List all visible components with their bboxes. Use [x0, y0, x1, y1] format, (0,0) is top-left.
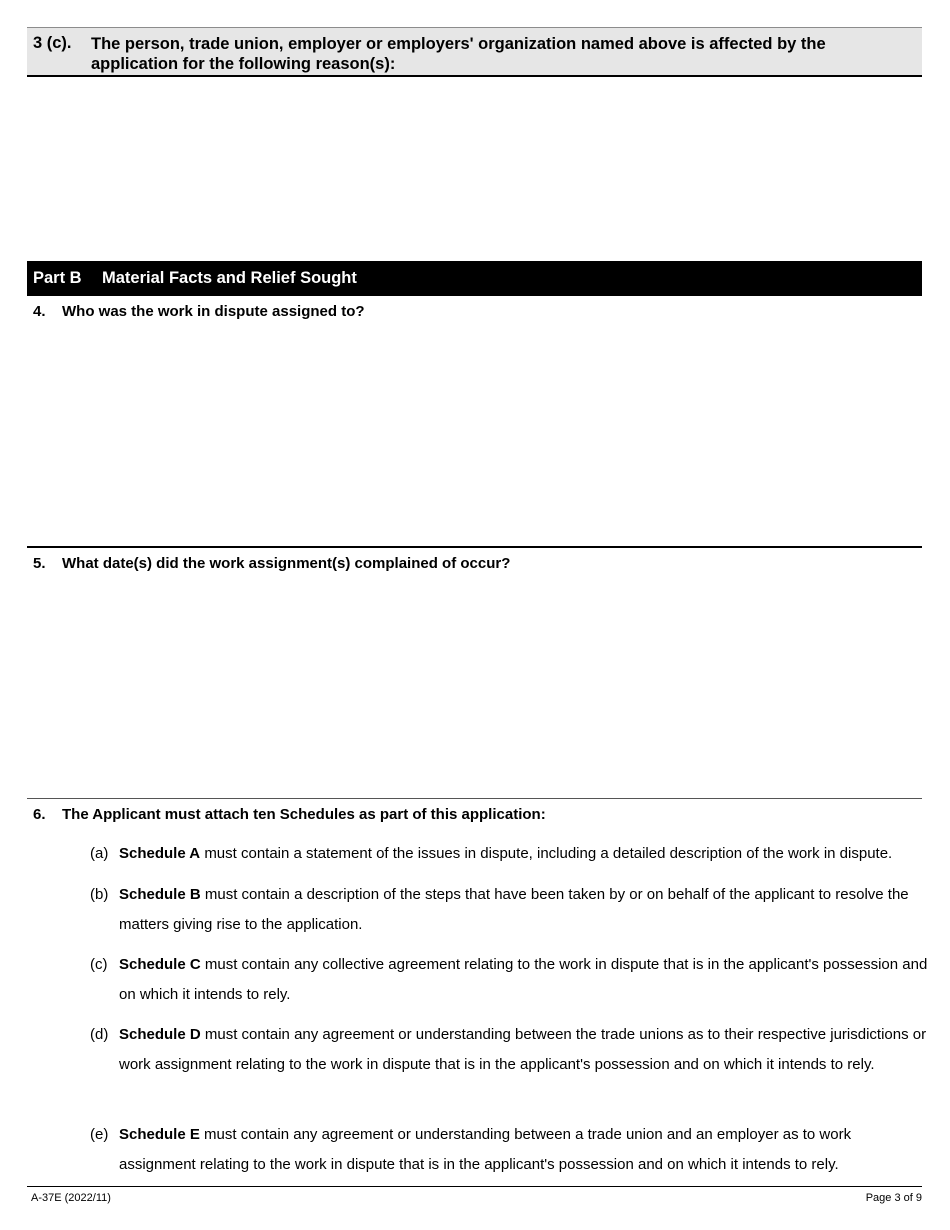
- schedule-name: Schedule B: [119, 886, 201, 903]
- question-text: The Applicant must attach ten Schedules as part of this application:: [62, 806, 546, 823]
- schedule-name: Schedule D: [119, 1026, 201, 1043]
- divider: [27, 546, 922, 548]
- part-b-label: Part B: [33, 269, 82, 287]
- schedule-letter: (b): [90, 886, 109, 903]
- section-3c-header: [27, 27, 922, 77]
- question-text: Who was the work in dispute assigned to?: [62, 303, 365, 320]
- schedule-name: Schedule A: [119, 845, 201, 862]
- part-b-banner: [27, 261, 922, 296]
- divider: [27, 798, 922, 799]
- schedule-text: must contain any agreement or understanding between a trade union and an employer as to work assignment relating to the work in dispute that is in the applicant's possession and on which it intends to rely.: [119, 1126, 852, 1173]
- schedule-item-e: [90, 1120, 930, 1179]
- section-3c-text: The person, trade union, employer or employers' organization named above is affected by the application for the following reason(s):: [91, 35, 826, 73]
- schedule-text: must contain a description of the steps that have been taken by or on behalf of the applicant to resolve the matters giving rise to the application.: [119, 886, 909, 933]
- schedule-item-c: [90, 950, 930, 1009]
- question-number: 4.: [33, 303, 46, 320]
- schedule-letter: (e): [90, 1126, 109, 1143]
- question-number: 6.: [33, 806, 46, 823]
- schedule-letter: (a): [90, 845, 109, 862]
- section-3c-number: 3 (c).: [33, 34, 72, 52]
- schedule-name: Schedule E: [119, 1126, 200, 1143]
- question-text: What date(s) did the work assignment(s) complained of occur?: [62, 555, 511, 572]
- question-number: 5.: [33, 555, 46, 572]
- part-b-title: Material Facts and Relief Sought: [102, 269, 357, 287]
- page-footer: [27, 1186, 922, 1207]
- schedule-item-d: [90, 1020, 930, 1079]
- schedule-text: must contain any collective agreement relating to the work in dispute that is in the applicant's possession and on which it intends to rely.: [119, 956, 928, 1003]
- form-code: A-37E (2022/11): [31, 1192, 111, 1204]
- schedule-letter: (d): [90, 1026, 109, 1043]
- schedule-text: must contain a statement of the issues in dispute, including a detailed description of the work in dispute.: [204, 845, 893, 862]
- schedule-item-b: [90, 880, 930, 939]
- schedule-name: Schedule C: [119, 956, 201, 973]
- page-number: Page 3 of 9: [865, 1192, 922, 1204]
- schedule-letter: (c): [90, 956, 108, 973]
- schedule-item-a: [90, 839, 930, 869]
- schedule-text: must contain any agreement or understanding between the trade unions as to their respective jurisdictions or work assignment relating to the work in dispute that is in the applicant's possession and on which it intends to rely.: [119, 1026, 927, 1073]
